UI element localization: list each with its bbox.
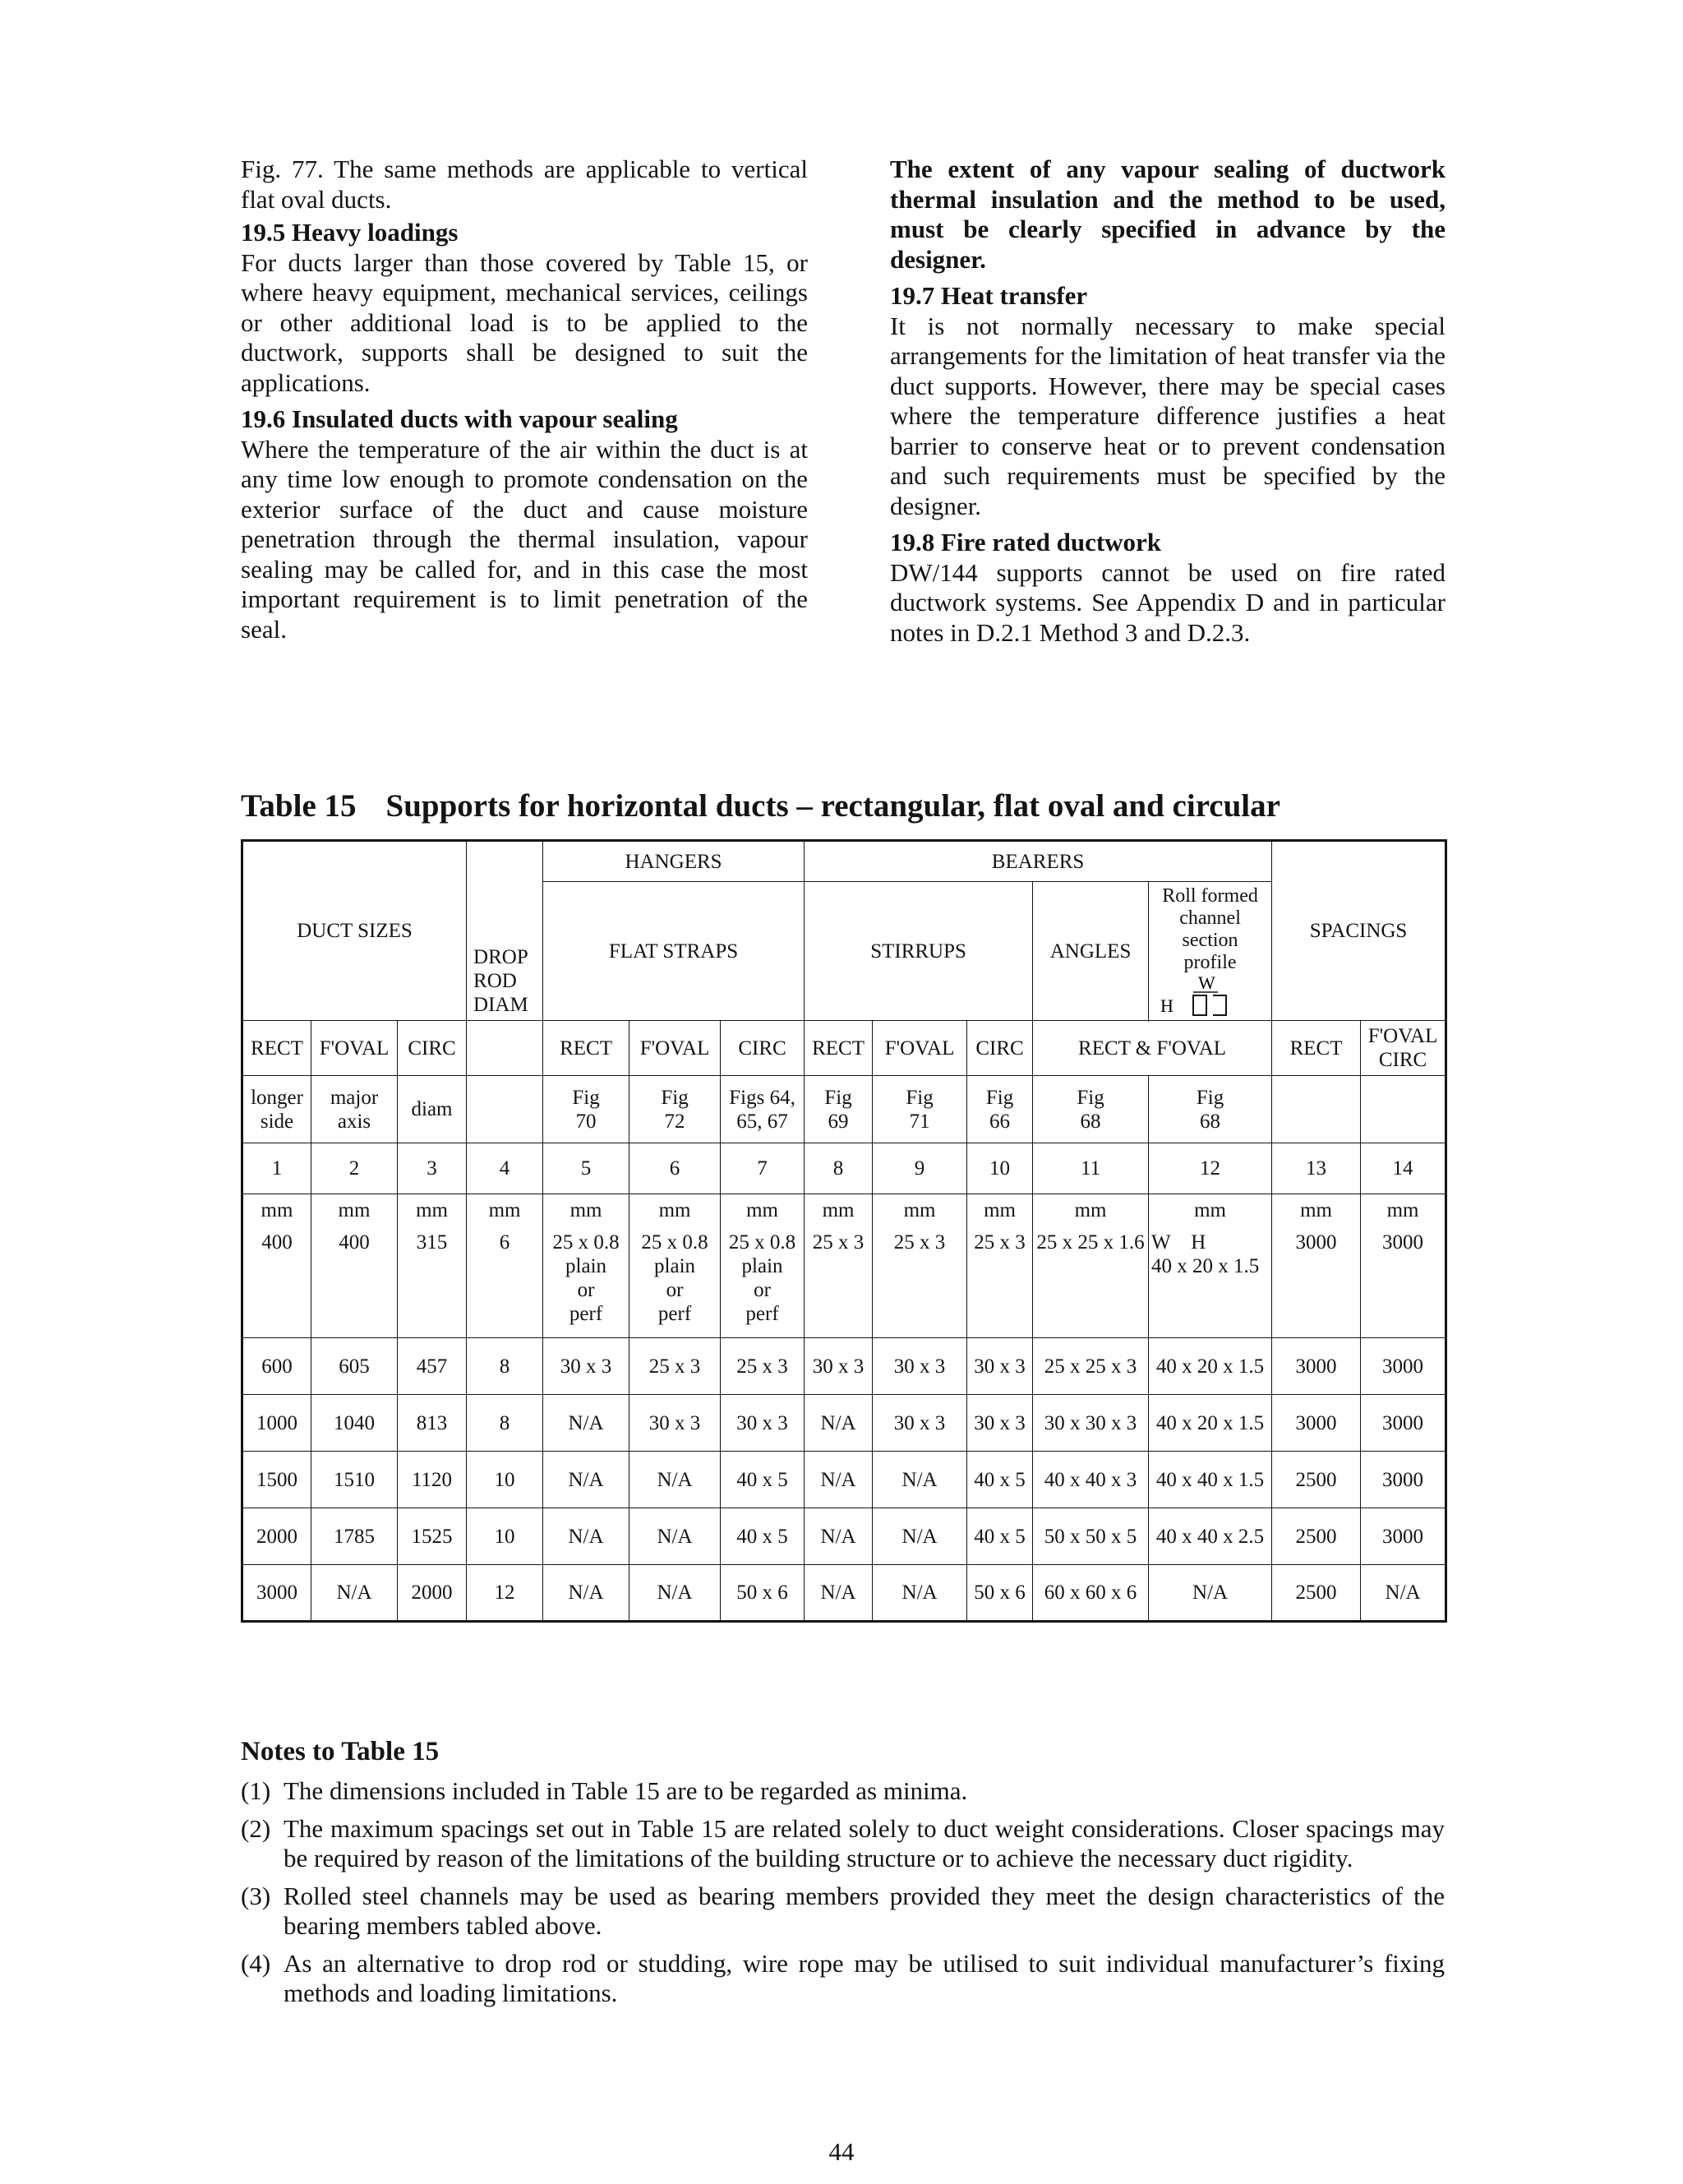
cell-r5-c6: N/A (629, 1508, 721, 1565)
cell-r2-c11: 25 x 25 x 3 (1033, 1338, 1149, 1395)
cell-r6-c4: 12 (467, 1565, 543, 1622)
page-number: 44 (828, 2137, 855, 2166)
col-rect: RECT (242, 1021, 311, 1076)
cell-r5-c3: 1525 (398, 1508, 467, 1565)
cell-r2-c7: 25 x 3 (721, 1338, 805, 1395)
note-number: (1) (241, 1776, 271, 1805)
column-number-11: 11 (1033, 1143, 1149, 1194)
fig-cell-11: Fig 68 (1033, 1076, 1149, 1143)
cell-r2-c12: 40 x 20 x 1.5 (1149, 1338, 1272, 1395)
unit-cell-1: mm (242, 1194, 311, 1227)
column-number-5: 5 (543, 1143, 629, 1194)
cell-r3-c11: 30 x 30 x 3 (1033, 1395, 1149, 1452)
table-caption: Supports for horizontal ducts – rectangular, flat oval and circular (385, 788, 1280, 824)
col-straps-circ: CIRC (721, 1021, 805, 1076)
cell-r6-c1: 3000 (242, 1565, 311, 1622)
column-number-10: 10 (967, 1143, 1033, 1194)
column-number-7: 7 (721, 1143, 805, 1194)
body-19-5: For ducts larger than those covered by Table 15, or where heavy equipment, mechanical services, ceilings or other additional load is to be applied to the ductwork, supports shall be designed to suit the applications. (241, 247, 808, 397)
cell-r4-c1: 1500 (242, 1452, 311, 1508)
unit-cell-3: mm (398, 1194, 467, 1227)
column-number-4: 4 (467, 1143, 543, 1194)
col-straps-foval: F'OVAL (629, 1021, 721, 1076)
fig-cell-4 (467, 1076, 543, 1143)
cell-r1-c11: 25 x 25 x 1.6 (1033, 1227, 1149, 1338)
cell-r1-c3: 315 (398, 1227, 467, 1338)
col-stirrups-circ: CIRC (967, 1021, 1033, 1076)
cell-r4-c13: 2500 (1272, 1452, 1361, 1508)
cell-r4-c6: N/A (629, 1452, 721, 1508)
cell-r6-c3: 2000 (398, 1565, 467, 1622)
cell-r5-c12: 40 x 40 x 2.5 (1149, 1508, 1272, 1565)
cell-r1-c6: 25 x 0.8 plain or perf (629, 1227, 721, 1338)
cell-r5-c14: 3000 (1361, 1508, 1446, 1565)
cell-r6-c14: N/A (1361, 1565, 1446, 1622)
header-angles: ANGLES (1033, 882, 1149, 1021)
table-row (242, 1395, 1446, 1452)
cell-r6-c8: N/A (805, 1565, 873, 1622)
note-text: Rolled steel channels may be used as bearing members provided they meet the design characteristics of the bearing members tabled above. (284, 1882, 1445, 1940)
cell-r5-c5: N/A (543, 1508, 629, 1565)
table-row (242, 1452, 1446, 1508)
cell-r2-c9: 30 x 3 (873, 1338, 967, 1395)
cell-r4-c8: N/A (805, 1452, 873, 1508)
cell-r5-c7: 40 x 5 (721, 1508, 805, 1565)
cell-r2-c3: 457 (398, 1338, 467, 1395)
note-text: As an alternative to drop rod or studding, wire rope may be utilised to suit individual manufacturer’s fixing methods and loading limitations. (284, 1949, 1445, 2007)
col-circ: CIRC (398, 1021, 467, 1076)
cell-r1-c1: 400 (242, 1227, 311, 1338)
unit-cell-8: mm (805, 1194, 873, 1227)
cell-r3-c1: 1000 (242, 1395, 311, 1452)
note-item (241, 1882, 1445, 1941)
cell-r3-c2: 1040 (311, 1395, 398, 1452)
cell-r6-c11: 60 x 60 x 6 (1033, 1565, 1149, 1622)
unit-cell-2: mm (311, 1194, 398, 1227)
cell-r3-c7: 30 x 3 (721, 1395, 805, 1452)
cell-r3-c14: 3000 (1361, 1395, 1446, 1452)
unit-cell-9: mm (873, 1194, 967, 1227)
cell-r3-c5: N/A (543, 1395, 629, 1452)
col-stirrups-rect: RECT (805, 1021, 873, 1076)
note-item (241, 1949, 1445, 2008)
table-row (242, 1565, 1446, 1622)
note-item (241, 1814, 1445, 1873)
header-roll-formed: Roll formed channel section profile W H (1149, 882, 1272, 1021)
column-number-3: 3 (398, 1143, 467, 1194)
header-bearers: BEARERS (805, 841, 1272, 882)
profile-w-label: W (1197, 974, 1215, 993)
table-number: Table 15 (241, 788, 357, 824)
cell-r2-c14: 3000 (1361, 1338, 1446, 1395)
header-duct-sizes: DUCT SIZES (242, 841, 467, 1021)
note-number: (2) (241, 1814, 271, 1843)
cell-r6-c6: N/A (629, 1565, 721, 1622)
cell-r2-c13: 3000 (1272, 1338, 1361, 1395)
table-row (242, 1338, 1446, 1395)
table-15 (241, 839, 1445, 1623)
fig-cell-10: Fig 66 (967, 1076, 1033, 1143)
cell-r3-c13: 3000 (1272, 1395, 1361, 1452)
channel-profile-icon (1157, 974, 1264, 1017)
cell-r2-c6: 25 x 3 (629, 1338, 721, 1395)
header-spacings: SPACINGS (1272, 841, 1446, 1021)
notes-section (241, 1737, 1445, 2016)
cell-r5-c10: 40 x 5 (967, 1508, 1033, 1565)
header-hangers: HANGERS (543, 841, 805, 882)
unit-cell-11: mm (1033, 1194, 1149, 1227)
unit-cell-12: mm (1149, 1194, 1272, 1227)
unit-cell-14: mm (1361, 1194, 1446, 1227)
unit-cell-7: mm (721, 1194, 805, 1227)
column-number-1: 1 (242, 1143, 311, 1194)
column-number-9: 9 (873, 1143, 967, 1194)
heading-19-5: 19.5 Heavy loadings (241, 218, 459, 247)
header-drop-rod: DROP ROD DIAM (467, 882, 543, 1021)
cell-r3-c12: 40 x 20 x 1.5 (1149, 1395, 1272, 1452)
cell-r4-c12: 40 x 40 x 1.5 (1149, 1452, 1272, 1508)
header-blank (467, 841, 543, 882)
cell-r5-c13: 2500 (1272, 1508, 1361, 1565)
cell-r2-c4: 8 (467, 1338, 543, 1395)
column-number-2: 2 (311, 1143, 398, 1194)
fig-cell-13 (1272, 1076, 1361, 1143)
cell-r2-c1: 600 (242, 1338, 311, 1395)
heading-19-8: 19.8 Fire rated ductwork (890, 528, 1162, 556)
cell-r5-c8: N/A (805, 1508, 873, 1565)
fig-cell-8: Fig 69 (805, 1076, 873, 1143)
supports-table (241, 839, 1447, 1623)
cell-r4-c10: 40 x 5 (967, 1452, 1033, 1508)
note-text: The maximum spacings set out in Table 15 are related solely to duct weight considerations. Closer spacings may be required by reason of the limitations of the building structure or to achieve the necessary duct rigidity. (284, 1814, 1445, 1872)
col-foval: F'OVAL (311, 1021, 398, 1076)
column-number-14: 14 (1361, 1143, 1446, 1194)
fig-cell-1: longer side (242, 1076, 311, 1143)
cell-r1-c8: 25 x 3 (805, 1227, 873, 1338)
cell-r3-c6: 30 x 3 (629, 1395, 721, 1452)
cell-r6-c7: 50 x 6 (721, 1565, 805, 1622)
cell-r6-c5: N/A (543, 1565, 629, 1622)
cell-r1-c12: W H 40 x 20 x 1.5 (1149, 1227, 1272, 1338)
cell-r6-c12: N/A (1149, 1565, 1272, 1622)
cell-r1-c2: 400 (311, 1227, 398, 1338)
vapour-sealing-note: The extent of any vapour sealing of ductwork thermal insulation and the method to be used, must be clearly specified in advance by the designer. (890, 155, 1446, 274)
units-row (242, 1194, 1446, 1227)
fig-cell-3: diam (398, 1076, 467, 1143)
cell-r4-c9: N/A (873, 1452, 967, 1508)
table-row (242, 1508, 1446, 1565)
column-number-row (242, 1143, 1446, 1194)
cell-r3-c4: 8 (467, 1395, 543, 1452)
fig-reference-row (242, 1076, 1446, 1143)
unit-cell-6: mm (629, 1194, 721, 1227)
cell-r4-c7: 40 x 5 (721, 1452, 805, 1508)
column-number-12: 12 (1149, 1143, 1272, 1194)
fig-cell-2: major axis (311, 1076, 398, 1143)
cell-r5-c2: 1785 (311, 1508, 398, 1565)
profile-h-label: H (1160, 995, 1173, 1016)
note-text: The dimensions included in Table 15 are to be regarded as minima. (284, 1776, 968, 1805)
cell-r4-c2: 1510 (311, 1452, 398, 1508)
note-item (241, 1776, 1445, 1806)
cell-r4-c4: 10 (467, 1452, 543, 1508)
cell-r3-c3: 813 (398, 1395, 467, 1452)
cell-r4-c5: N/A (543, 1452, 629, 1508)
cell-r1-c4: 6 (467, 1227, 543, 1338)
unit-cell-10: mm (967, 1194, 1033, 1227)
col-drop-blank (467, 1021, 543, 1076)
cell-r6-c10: 50 x 6 (967, 1565, 1033, 1622)
cell-r4-c14: 3000 (1361, 1452, 1446, 1508)
cell-r5-c4: 10 (467, 1508, 543, 1565)
cell-r1-c5: 25 x 0.8 plain or perf (543, 1227, 629, 1338)
notes-title: Notes to Table 15 (241, 1737, 440, 1766)
column-number-8: 8 (805, 1143, 873, 1194)
note-number: (3) (241, 1882, 271, 1910)
col-spacing-rect: RECT (1272, 1021, 1361, 1076)
unit-cell-4: mm (467, 1194, 543, 1227)
cell-r2-c8: 30 x 3 (805, 1338, 873, 1395)
right-column (890, 155, 1446, 654)
fig-cell-6: Fig 72 (629, 1076, 721, 1143)
col-straps-rect: RECT (543, 1021, 629, 1076)
heading-19-7: 19.7 Heat transfer (890, 281, 1088, 310)
cell-r1-c9: 25 x 3 (873, 1227, 967, 1338)
column-number-13: 13 (1272, 1143, 1361, 1194)
heading-19-6: 19.6 Insulated ducts with vapour sealing (241, 404, 678, 433)
cell-r3-c10: 30 x 3 (967, 1395, 1033, 1452)
column-number-6: 6 (629, 1143, 721, 1194)
cell-r1-c7: 25 x 0.8 plain or perf (721, 1227, 805, 1338)
table-title (241, 787, 1280, 824)
cell-r6-c13: 2500 (1272, 1565, 1361, 1622)
col-spacing-foval-circ: F'OVAL CIRC (1361, 1021, 1446, 1076)
cell-r5-c9: N/A (873, 1508, 967, 1565)
note-number: (4) (241, 1949, 271, 1978)
col-rect-foval: RECT & F'OVAL (1033, 1021, 1272, 1076)
cell-r3-c8: N/A (805, 1395, 873, 1452)
cell-r5-c11: 50 x 50 x 5 (1033, 1508, 1149, 1565)
cell-r2-c5: 30 x 3 (543, 1338, 629, 1395)
col-stirrups-foval: F'OVAL (873, 1021, 967, 1076)
cell-r1-c13: 3000 (1272, 1227, 1361, 1338)
body-19-6: Where the temperature of the air within the duct is at any time low enough to promote condensation on the exterior surface of the duct and cause moisture penetration through the thermal insulation, vapour sealing may be called for, and in this case the most important requirement is to limit penetration of the seal. (241, 434, 808, 644)
header-flat-straps: FLAT STRAPS (543, 882, 805, 1021)
cell-r1-c14: 3000 (1361, 1227, 1446, 1338)
table-row (242, 1227, 1446, 1338)
fig-cell-9: Fig 71 (873, 1076, 967, 1143)
header-stirrups: STIRRUPS (805, 882, 1033, 1021)
cell-r6-c9: N/A (873, 1565, 967, 1622)
fig-cell-7: Figs 64, 65, 67 (721, 1076, 805, 1143)
intro-paragraph: Fig. 77. The same methods are applicable to vertical flat oval ducts. (241, 155, 808, 214)
fig-cell-12: Fig 68 (1149, 1076, 1272, 1143)
unit-cell-13: mm (1272, 1194, 1361, 1227)
cell-r6-c2: N/A (311, 1565, 398, 1622)
fig-cell-5: Fig 70 (543, 1076, 629, 1143)
cell-r2-c2: 605 (311, 1338, 398, 1395)
cell-r4-c3: 1120 (398, 1452, 467, 1508)
cell-r5-c1: 2000 (242, 1508, 311, 1565)
left-column (241, 155, 808, 651)
body-19-7: It is not normally necessary to make special arrangements for the limitation of heat transfer via the duct supports. However, there may be special cases where the temperature difference justifies a heat barrier to conserve heat or to prevent condensation and such requirements must be specified by the designer. (890, 311, 1446, 520)
cell-r3-c9: 30 x 3 (873, 1395, 967, 1452)
cell-r2-c10: 30 x 3 (967, 1338, 1033, 1395)
cell-r4-c11: 40 x 40 x 3 (1033, 1452, 1149, 1508)
fig-cell-14 (1361, 1076, 1446, 1143)
unit-cell-5: mm (543, 1194, 629, 1227)
body-19-8: DW/144 supports cannot be used on fire rated ductwork systems. See Appendix D and in particular notes in D.2.1 Method 3 and D.2.3. (890, 557, 1446, 647)
cell-r1-c10: 25 x 3 (967, 1227, 1033, 1338)
